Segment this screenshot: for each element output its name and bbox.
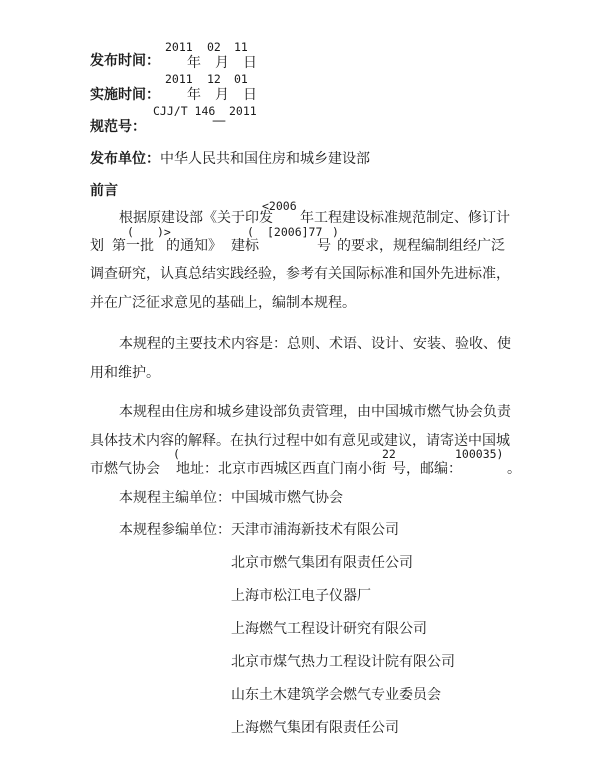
standard-code-label: 规范号： bbox=[90, 119, 146, 135]
p1-line2-c: 的通知》 bbox=[166, 238, 222, 254]
release-day-unit: 日 bbox=[243, 55, 257, 71]
p1-sup-year: <2006 bbox=[262, 199, 297, 213]
p1-line2-e: 号 bbox=[317, 238, 331, 254]
p1-line4: 并在广泛征求意见的基础上，编制本规程。 bbox=[90, 295, 356, 311]
p3-line3-a: 市燃气协会 bbox=[90, 461, 160, 477]
publisher-line bbox=[90, 148, 370, 168]
p3-sup-number: 22 bbox=[382, 447, 396, 461]
p1-line1-b: 年工程建设标准规范制定、修订计 bbox=[300, 210, 510, 226]
p1-line2-b: 第一批 bbox=[112, 238, 154, 254]
p3-line1: 本规程由住房和城乡建设部负责管理，由中国城市燃气协会负责 bbox=[119, 404, 511, 420]
p3-sup-paren: ( bbox=[173, 447, 180, 461]
standard-code-year: 2011 bbox=[229, 104, 257, 118]
p3-line2: 具体技术内容的解释。在执行过程中如有意见或建议，请寄送中国城 bbox=[90, 433, 510, 449]
effective-month-value: 12 bbox=[207, 72, 221, 86]
participant-item: 上海市松江电子仪器厂 bbox=[231, 588, 371, 604]
publisher-label: 发布单位： bbox=[90, 151, 160, 167]
p1-sup-doc-paren-open: ( bbox=[247, 225, 254, 239]
p1-line1-a: 根据原建设部《关于印发 bbox=[119, 210, 273, 226]
p1-line2-a: 划 bbox=[90, 238, 104, 254]
p3-sup-postcode: 100035) bbox=[455, 447, 504, 461]
p1-line2-f: 的要求，规程编制组经广泛 bbox=[337, 238, 505, 254]
effective-month-unit: 月 bbox=[215, 87, 229, 103]
effective-year-value: 2011 bbox=[165, 72, 193, 86]
chief-editor-unit: 本规程主编单位：中国城市燃气协会 bbox=[119, 490, 343, 506]
p3-line3-c: 号，邮编： bbox=[392, 461, 462, 477]
release-year-value: 2011 bbox=[165, 40, 193, 54]
p1-line2-d: 建标 bbox=[231, 238, 259, 254]
release-month-unit: 月 bbox=[215, 55, 229, 71]
publisher-value: 中华人民共和国住房和城乡建设部 bbox=[160, 151, 370, 167]
effective-year-unit: 年 bbox=[187, 87, 201, 103]
effective-day-value: 01 bbox=[234, 72, 248, 86]
participant-item: 天津市浦海新技术有限公司 bbox=[231, 522, 399, 538]
standard-code-dash: — bbox=[212, 113, 226, 129]
participant-item: 上海燃气集团有限责任公司 bbox=[231, 720, 399, 736]
p2-line1: 本规程的主要技术内容是：总则、术语、设计、安装、验收、使 bbox=[119, 336, 511, 352]
participant-item: 上海燃气工程设计研究有限公司 bbox=[231, 621, 427, 637]
release-month-value: 02 bbox=[207, 40, 221, 54]
foreword-heading: 前言 bbox=[90, 183, 118, 199]
release-day-value: 11 bbox=[234, 40, 248, 54]
standard-code-prefix: CJJ/T 146 bbox=[153, 104, 216, 118]
p1-sup-paren-close: )> bbox=[157, 225, 171, 239]
p2-line2: 用和维护。 bbox=[90, 365, 160, 381]
p1-line3: 调查研究，认真总结实践经验，参考有关国际标准和国外先进标准， bbox=[90, 266, 510, 282]
participant-item: 北京市煤气热力工程设计院有限公司 bbox=[231, 654, 455, 670]
p3-line3-d: 。 bbox=[507, 461, 521, 477]
effective-date-label: 实施时间： bbox=[90, 87, 160, 103]
p1-sup-doc-number: [2006]77 bbox=[267, 225, 323, 239]
release-year-unit: 年 bbox=[187, 55, 201, 71]
participant-item: 山东土木建筑学会燃气专业委员会 bbox=[231, 687, 441, 703]
release-date-label: 发布时间： bbox=[90, 53, 160, 69]
participants-label: 本规程参编单位： bbox=[119, 522, 231, 538]
effective-day-unit: 日 bbox=[243, 87, 257, 103]
p1-sup-paren-open: ( bbox=[127, 225, 134, 239]
p1-sup-doc-paren-close: ) bbox=[332, 225, 339, 239]
p3-line3-b: 地址：北京市西城区西直门南小街 bbox=[176, 461, 386, 477]
participant-item: 北京市燃气集团有限责任公司 bbox=[231, 555, 413, 571]
